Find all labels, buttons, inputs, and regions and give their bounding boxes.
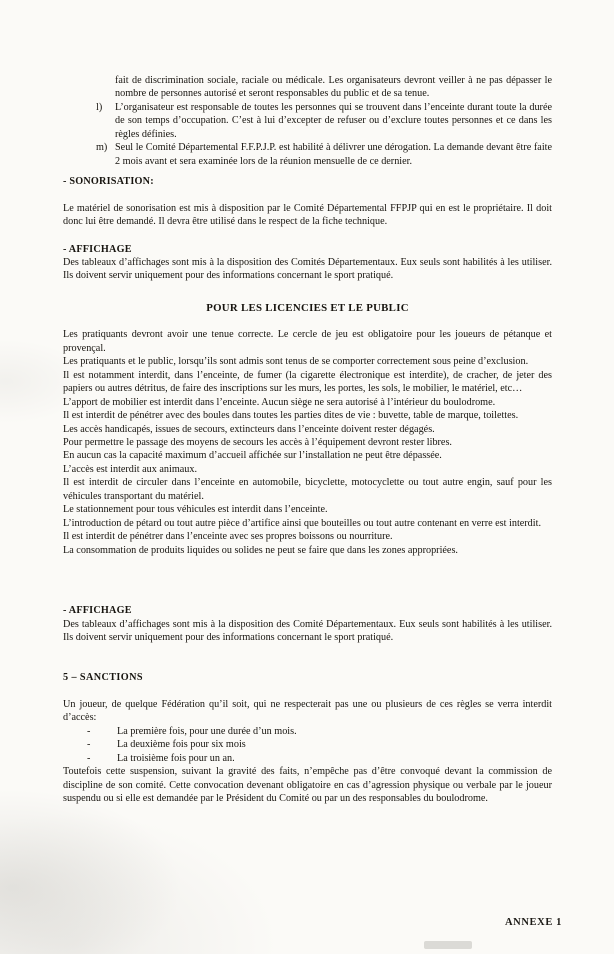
- sanctions-list: [63, 725, 552, 765]
- sanction-item-3-text: La troisième fois pour un an.: [117, 752, 235, 764]
- sanction-item-1: [63, 725, 552, 738]
- annexe-label: ANNEXE 1: [504, 917, 562, 928]
- list-item-m: [96, 141, 552, 168]
- rule-paragraph: Les pratiquants devront avoir une tenue correcte. Le cercle de jeu est obligatoire pour les joueurs de pétanque et provençal.: [63, 329, 552, 354]
- sanction-item-1-text: La première fois, pour une durée d’un mois.: [117, 725, 297, 737]
- sonorisation-heading: - SONORISATION:: [63, 176, 154, 188]
- sanction-item-2: [63, 738, 552, 751]
- rule-paragraph: En aucun cas la capacité maximum d’accueil affichée sur l’installation ne peut être dépassée.: [63, 450, 442, 462]
- sanction-item-2-dash: -: [87, 739, 91, 751]
- list-item-l-label: l): [96, 101, 103, 113]
- licencies-public-heading: POUR LES LICENCIES ET LE PUBLIC: [206, 301, 409, 314]
- rule-paragraph: L’accès est interdit aux animaux.: [63, 463, 197, 475]
- sanctions-outro: Toutefois cette suspension, suivant la gravité des faits, n’empêche pas d’être convoqué devant la commission de discipline de son comité. Cette convocation devenant obligatoire en cas d’agression physique ou verbale par le joueur suspendu ou si elle est demandée par le Président du Comité ou par un des responsables du boulodrome.: [63, 766, 552, 805]
- rule-paragraph: Il est interdit de pénétrer dans l’enceinte avec ses propres boissons ou nourriture.: [63, 531, 393, 543]
- affichage1-heading: - AFFICHAGE: [63, 243, 132, 255]
- sanction-item-3-dash: -: [87, 752, 91, 764]
- rule-paragraph: Il est interdit de pénétrer avec des boules dans toutes les parties dites de vie : buvette, table de marque, toilettes.: [63, 410, 519, 422]
- rule-paragraph: Il est notamment interdit, dans l’enceinte, de fumer (la cigarette électronique est interdite), de cracher, de jeter des papiers ou autres détritus, de faire des inscriptions sur les murs, les portes, les sols, le mobilier, le matériel, etc…: [63, 369, 552, 395]
- rule-paragraph: Les accès handicapés, issues de secours, extincteurs dans l’enceinte doivent rester dégagés.: [63, 423, 435, 435]
- scan-smudge-artifact: [424, 941, 472, 949]
- rule-paragraph: L’apport de mobilier est interdit dans l’enceinte. Aucun siège ne sera autorisé à l’intérieur du boulodrome.: [63, 396, 496, 408]
- sanctions-heading: 5 – SANCTIONS: [63, 672, 143, 684]
- list-item-l: [96, 101, 552, 141]
- list-continuation-paragraph: fait de discrimination sociale, raciale ou médicale. Les organisateurs devront veiller à ne pas dépasser le nombre de personnes autorisé et seront responsables du public et de sa tenue.: [115, 75, 552, 100]
- list-item-m-label: m): [96, 142, 108, 154]
- affichage2-heading: - AFFICHAGE: [63, 605, 132, 617]
- list-item-m-text: Seul le Comité Départemental F.F.P.J.P. est habilité à délivrer une dérogation. La demande devant être faite 2 mois avant et sera examinée lors de la réunion mensuelle de ce dernier.: [115, 142, 552, 167]
- sanction-item-2-text: La deuxième fois pour six mois: [117, 739, 246, 751]
- list-item-l-text: L’organisateur est responsable de toutes les personnes qui se trouvent dans l’enceinte durant toute la durée de son temps d’occupation. C’est à lui d’excepter de refuser ou d’exclure toutes personnes et ce dans les règles définies.: [115, 101, 552, 140]
- sonorisation-body: Le matériel de sonorisation est mis à disposition par le Comité Départemental FFPJP qui en est le propriétaire. Il doit donc lui être demandé. Il devra être utilisé dans le respect de la fiche technique.: [63, 202, 552, 228]
- rule-paragraph: L’introduction de pétard ou tout autre pièce d’artifice ainsi que bouteilles ou tout autre contenant en verre est interdit.: [63, 517, 541, 529]
- rule-paragraph: Il est interdit de circuler dans l’enceinte en automobile, bicyclette, motocyclette ou tout autre engin, sauf pour les véhicules transportant du matériel.: [63, 477, 552, 502]
- alpha-list: [63, 101, 552, 168]
- rule-paragraph: Pour permettre le passage des moyens de secours les accès à l’équipement devront rester libres.: [63, 436, 452, 448]
- sanction-item-1-dash: -: [87, 725, 91, 737]
- rule-paragraph: La consommation de produits liquides ou solides ne peut se faire que dans les zones appropriées.: [63, 544, 458, 556]
- public-rules-block: [63, 328, 552, 557]
- rule-paragraph: Le stationnement pour tous véhicules est interdit dans l’enceinte.: [63, 504, 328, 516]
- sanctions-intro: Un joueur, de quelque Fédération qu’il soit, qui ne respecterait pas une ou plusieurs de ces règles se verra interdit d’accès:: [63, 698, 552, 724]
- sanction-item-3: [63, 752, 552, 765]
- affichage2-body: Des tableaux d’affichages sont mis à la disposition des Comité Départementaux. Eux seuls sont habilités à les utiliser. Ils doivent servir uniquement pour des informations concernant le sport pratiqué.: [63, 618, 552, 643]
- document-body: [63, 74, 552, 805]
- rule-paragraph: Les pratiquants et le public, lorsqu’ils sont admis sont tenus de se comporter correctement sous peine d’exclusion.: [63, 356, 529, 368]
- affichage1-body: Des tableaux d’affichages sont mis à la disposition des Comités Départementaux. Eux seuls sont habilités à les utiliser. Ils doivent servir uniquement pour des informations concernant le sport pratiqué.: [63, 256, 552, 282]
